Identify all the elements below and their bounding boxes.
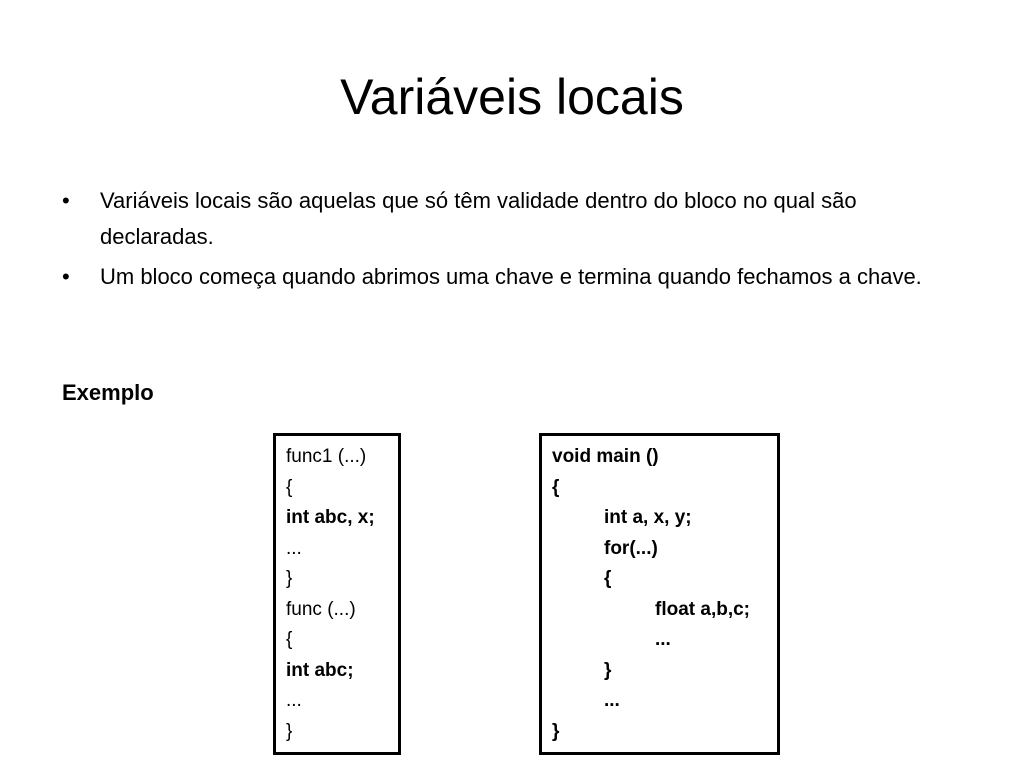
code-box-main (539, 433, 780, 755)
bullet-icon: • (62, 264, 70, 289)
code-line: { (552, 476, 560, 498)
code-line: int abc, x; (286, 507, 375, 528)
code-line: ... (604, 690, 620, 711)
code-line: } (286, 568, 293, 589)
code-line: } (552, 720, 560, 742)
code-line: float a,b,c; (655, 598, 751, 620)
code-line: { (604, 568, 612, 589)
code-line: void main () (552, 446, 659, 467)
code-line: ... (286, 690, 302, 711)
code-line: func1 (...) (286, 446, 367, 467)
example-heading: Exemplo (62, 380, 154, 405)
bullet-icon: • (62, 188, 70, 213)
code-line: } (604, 659, 612, 681)
code-line: int a, x, y; (604, 507, 692, 528)
bullet-text: Um bloco começa quando abrimos uma chave e termina quando fechamos a chave. (100, 264, 922, 289)
code-line: { (286, 629, 293, 650)
bullet-item (62, 259, 962, 295)
code-line: ... (655, 629, 671, 650)
code-line: } (286, 720, 293, 742)
slide-title: Variáveis locais (340, 69, 684, 125)
code-line: int abc; (286, 659, 354, 681)
bullet-item (62, 183, 962, 255)
code-box-functions (273, 433, 401, 755)
bullet-text: Variáveis locais são aquelas que só têm validade dentro do bloco no qual são declaradas. (100, 188, 857, 249)
code-line: { (286, 476, 293, 498)
code-line: for(...) (604, 537, 658, 559)
code-line: func (...) (286, 598, 356, 620)
bullet-list (62, 183, 962, 299)
code-line: ... (286, 537, 302, 559)
